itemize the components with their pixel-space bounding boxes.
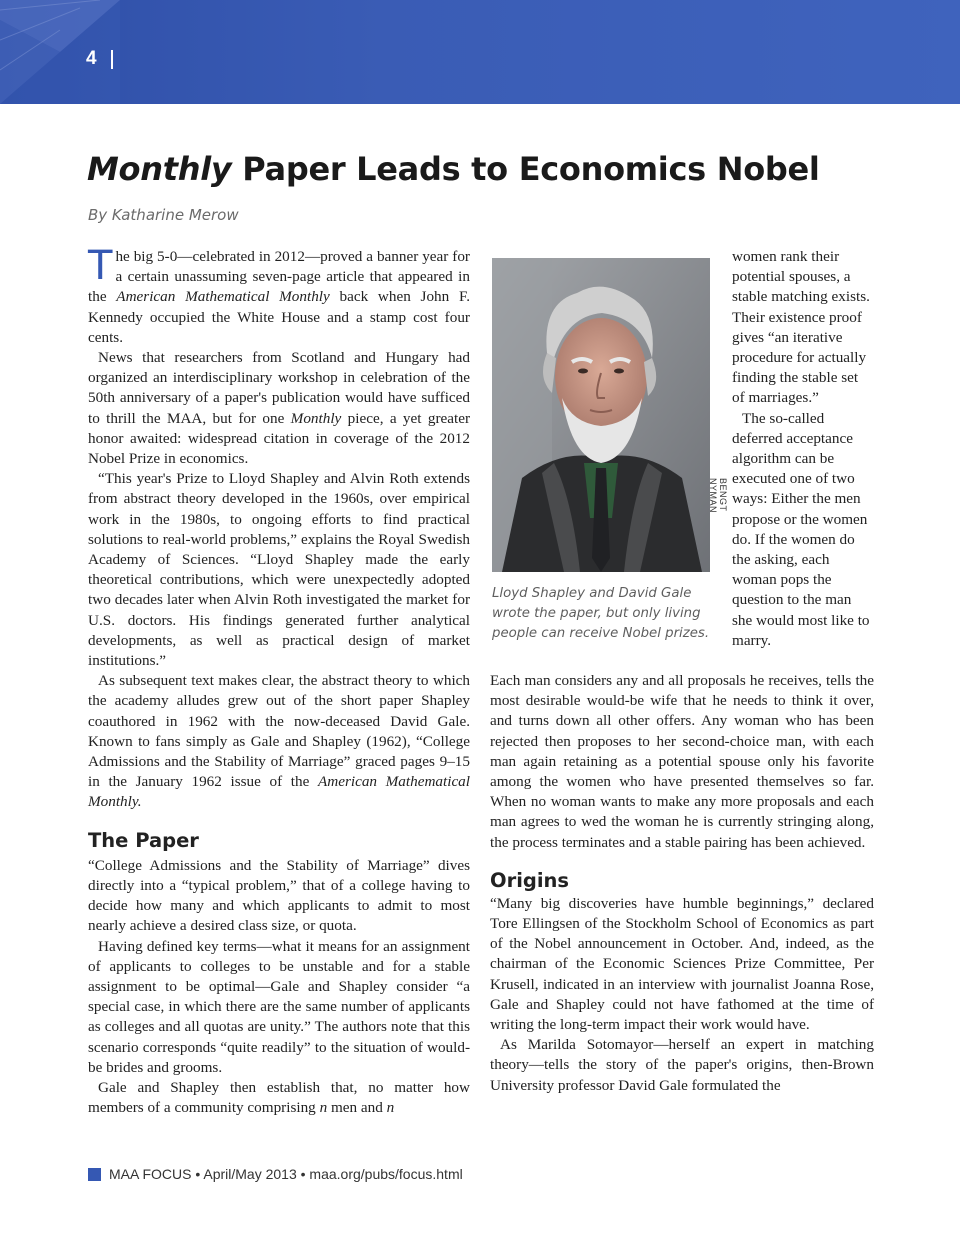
section-heading-origins: Origins bbox=[490, 868, 570, 892]
page-number-divider bbox=[111, 50, 113, 69]
theory-text: As subsequent text makes clear, the abstract theory to which the academy alludes grew out of the short paper Shapley coauthored in 1962 with the now-deceased David Gale. Known to fans simply as Gale and Shapley (1962), “College Admissions and the Stability of Marriage” graced pages 9–15 in the January 1962 issue of the bbox=[88, 672, 470, 791]
article-title bbox=[87, 150, 820, 188]
header-facet-graphic bbox=[0, 0, 120, 104]
paragraph-deferred-acceptance: The so-called deferred acceptance algorithm can be executed one of two ways: Either the men propose or the women do. If the women do the asking, each woman pops the question to the man she would most like to marry. bbox=[732, 409, 870, 649]
paragraph-establish bbox=[88, 1078, 470, 1118]
footer bbox=[88, 1166, 463, 1182]
paragraph-stable-matching: women rank their potential spouses, a stable matching exists. Their existence proof gives “an iterative procedure for actually finding the stable set of marriages.” bbox=[732, 248, 870, 407]
section-heading-the-paper: The Paper bbox=[88, 828, 199, 852]
establish-mid: men and bbox=[327, 1099, 387, 1117]
article-title-rest: Paper Leads to Economics Nobel bbox=[242, 150, 820, 188]
paragraph-theory bbox=[88, 671, 470, 812]
portrait-photo bbox=[492, 258, 710, 572]
journal-name: American Mathematical Monthly bbox=[116, 288, 330, 306]
paragraph-prize-quote: “This year's Prize to Lloyd Shapley and Alvin Roth extends from abstract theory developed in the 1960s, over empirical work in the 1980s, to ongoing efforts to find practical solutions to real-world problems,” explains the Royal Swedish Academy of Sciences. “Lloyd Shapley made the early theoretical contributions, which were unexpectedly adopted two decades later when Alvin Roth investigated the market for U.S. doctors. His findings generated further analytical developments, as well as practical design of market institutions.” bbox=[88, 470, 470, 670]
paragraph-intro bbox=[88, 243, 470, 348]
var-n-1: n bbox=[319, 1099, 328, 1117]
journal-name-2: American Mathematical Monthly. bbox=[88, 773, 470, 811]
page-number: 4 bbox=[86, 48, 98, 69]
intro-text-end: back when John F. Kennedy occupied the White House and a stamp cost four cents. bbox=[88, 288, 470, 346]
right-narrow-column bbox=[732, 247, 874, 651]
workshop-text-end: piece, a yet greater honor awaited: widespread citation in coverage of the 2012 Nobel Prize in economics. bbox=[88, 409, 470, 468]
photo-caption: Lloyd Shapley and David Gale wrote the paper, but only living people can receive Nobel prizes. bbox=[492, 586, 710, 641]
paragraph-sotomayor: As Marilda Sotomayor—herself an expert in matching theory—tells the story of the paper's origins, then-Brown University professor David Gale formulated the bbox=[490, 1036, 874, 1094]
left-column bbox=[88, 243, 470, 1118]
monthly-italic: Monthly bbox=[290, 409, 342, 427]
paragraph-proposals: Each man considers any and all proposals he receives, tells the most desirable would-be wife that he needs to think it over, and turns down all other offers. Any woman who has been rejected then proposes to her second-choice man, with each man again retaining as a potential spouse only his favorite among the women who have presented themselves so far. When no woman wants to make any more proposals and each man agrees to wed the woman he is currently stringing along, the process terminates and a stable pairing has been achieved. bbox=[490, 672, 874, 851]
footer-square-icon bbox=[88, 1168, 101, 1181]
article-title-italic: Monthly bbox=[87, 150, 232, 188]
establish-text: Gale and Shapley then establish that, no matter how members of a community comprising bbox=[88, 1078, 470, 1117]
paragraph-paper-intro: “College Admissions and the Stability of Marriage” dives directly into a “typical problem,” that of a college having to decide how many and which applicants to admit to most nearly achieve a desired class size, or quota. bbox=[88, 856, 470, 935]
paragraph-discoveries: “Many big discoveries have humble beginnings,” declared Tore Ellingsen of the Stockholm School of Economics as part of the Nobel announcement in October. And, indeed, as the chairman of the Economic Sciences Prize Committee, Per Krusell, indicated in an interview with journalist Joanna Rose, Gale and Shapley could not have fathomed at the time of writing the long-term impact their work would have. bbox=[490, 894, 874, 1034]
paragraph-workshop bbox=[88, 348, 470, 469]
var-n-2: n bbox=[386, 1099, 395, 1117]
intro-text: he big 5-0—celebrated in 2012—proved a banner year for a certain unassuming seven-page article that appeared in the bbox=[88, 248, 470, 306]
paragraph-key-terms: Having defined key terms—what it means for an assignment of applicants to colleges to be unstable and for a stable assignment to be optimal—Gale and Shapley consider “a special case, in which there are the same number of applicants as colleges and all quotas are unity.” The authors note that this scenario corresponds “quite readily” to the situation of would-be brides and grooms. bbox=[88, 937, 470, 1076]
workshop-text: News that researchers from Scotland and Hungary had organized an interdisciplinary workshop in celebration of the 50th anniversary of a paper's publication would have sufficed to thrill the MAA, but for one bbox=[88, 349, 470, 427]
footer-text: MAA FOCUS • April/May 2013 • maa.org/pubs/focus.html bbox=[109, 1166, 463, 1182]
right-wide-column bbox=[490, 671, 874, 1096]
photo-credit: BENGT NYMAN bbox=[708, 478, 728, 514]
portrait-illustration bbox=[492, 258, 710, 572]
byline: By Katharine Merow bbox=[88, 206, 239, 224]
drop-cap: T bbox=[88, 243, 113, 289]
header-band bbox=[0, 0, 960, 104]
